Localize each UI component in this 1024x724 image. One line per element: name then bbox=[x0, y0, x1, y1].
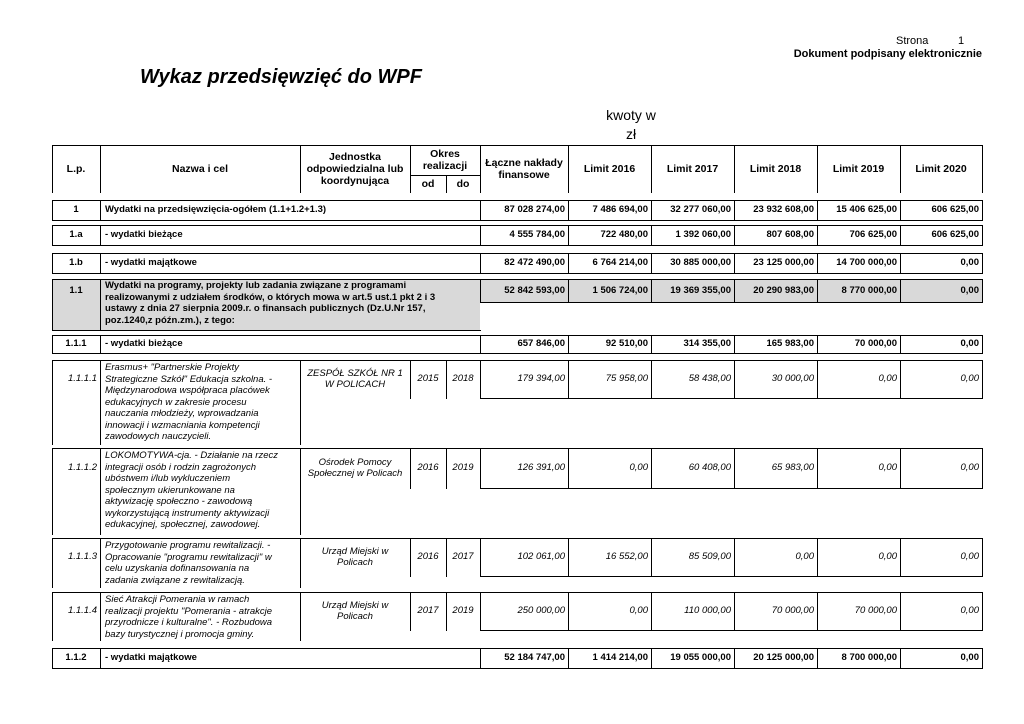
row-total: 52 842 593,00 bbox=[504, 284, 565, 296]
row-limit: 0,00 bbox=[878, 462, 897, 474]
row-name-line: realizowanymi z udziałem środków, o których mowa w art.5 ust.1 pkt 2 i 3 bbox=[105, 291, 436, 303]
row-limit: 6 764 214,00 bbox=[592, 257, 648, 269]
header-unit bbox=[300, 145, 410, 192]
row-name-line: nauczania młodzieży, wprowadzania bbox=[105, 408, 259, 419]
row-lp: 1.1.2 bbox=[65, 652, 87, 664]
grid-line-h bbox=[480, 273, 983, 274]
row-limit: 606 625,00 bbox=[931, 204, 979, 216]
row-total: 179 394,00 bbox=[517, 373, 565, 385]
row-limit: 0,00 bbox=[629, 605, 648, 617]
row-limit: 8 700 000,00 bbox=[841, 652, 897, 664]
row-unit bbox=[300, 448, 410, 488]
row-unit-line: ZESPÓŁ SZKÓŁ NR 1 bbox=[307, 367, 403, 379]
grid-line-h bbox=[480, 398, 983, 399]
grid-line-v bbox=[982, 648, 983, 669]
row-limit: 8 770 000,00 bbox=[841, 284, 897, 296]
row-limit: 314 355,00 bbox=[683, 338, 731, 350]
header-unit-line: odpowiedzialna lub bbox=[306, 162, 404, 175]
grid-line-h bbox=[480, 302, 983, 303]
row-name-line: Wydatki na programy, projekty lub zadania związane z programami bbox=[105, 280, 407, 291]
row-name-line: bazy turystycznej i promocja gminy. bbox=[105, 628, 255, 640]
row-name-line: innowacji i wzmacniania kompetencji bbox=[105, 419, 260, 431]
row-name bbox=[100, 448, 300, 534]
row-limit: 1 506 724,00 bbox=[592, 284, 648, 296]
header-limit: Limit 2018 bbox=[749, 162, 802, 175]
row-limit: 0,00 bbox=[960, 551, 979, 563]
row-limit: 0,00 bbox=[960, 605, 979, 617]
row-unit-line: Społecznej w Policach bbox=[307, 468, 403, 479]
row-unit-line: Ośrodek Pomocy bbox=[318, 456, 392, 468]
row-limit: 19 055 000,00 bbox=[670, 652, 731, 664]
row-name-line: przyrodnicze i kulturalne". - Rozbudowa bbox=[105, 617, 273, 628]
grid-line-h bbox=[52, 330, 481, 331]
grid-line-v bbox=[982, 538, 983, 577]
row-from: 2015 bbox=[417, 373, 439, 385]
row-limit: 60 408,00 bbox=[688, 462, 731, 474]
row-name: - wydatki bieżące bbox=[105, 338, 183, 350]
grid-line-h bbox=[480, 630, 983, 631]
row-lp: 1 bbox=[73, 204, 79, 216]
row-total: 52 184 747,00 bbox=[504, 652, 565, 664]
grid-line-v bbox=[982, 225, 983, 246]
row-limit: 0,00 bbox=[960, 284, 979, 296]
grid-line-h bbox=[480, 488, 983, 489]
row-limit: 1 414 214,00 bbox=[592, 652, 648, 664]
header-to: do bbox=[456, 177, 470, 190]
row-unit-line: Policach bbox=[337, 557, 373, 568]
row-name-line: Sieć Atrakcji Pomerania w ramach bbox=[105, 594, 250, 605]
page-number: 1 bbox=[958, 35, 965, 47]
row-to: 2017 bbox=[452, 551, 474, 563]
header-total bbox=[480, 145, 568, 192]
page-title: Wykaz przedsięwzięć do WPF bbox=[140, 66, 422, 88]
row-limit: 16 552,00 bbox=[605, 551, 648, 563]
row-unit-line: Policach bbox=[337, 611, 373, 622]
row-name-line: Opracowanie "programu rewitalizacji" w bbox=[105, 551, 272, 563]
header-from: od bbox=[421, 177, 435, 190]
grid-line-h bbox=[52, 220, 481, 221]
grid-line-v bbox=[982, 448, 983, 489]
row-name-line: Przygotowanie programu rewitalizacji. - bbox=[105, 540, 271, 551]
row-unit-line: W POLICACH bbox=[324, 379, 386, 390]
header-period-line: Okres bbox=[430, 148, 460, 160]
row-lp: 1.1.1.2 bbox=[67, 462, 97, 474]
row-total: 657 846,00 bbox=[517, 338, 565, 350]
grid-line-h bbox=[480, 220, 983, 221]
row-name-line: Strategiczne Szkół" Edukacja szkolna. - bbox=[105, 373, 273, 385]
header-unit-line: koordynująca bbox=[320, 174, 390, 187]
row-name-line: realizacji projektu "Pomerania - atrakcje bbox=[105, 605, 273, 617]
row-limit: 0,00 bbox=[878, 373, 897, 385]
row-total: 4 555 784,00 bbox=[509, 229, 565, 241]
row-lp: 1.1.1.3 bbox=[67, 551, 97, 563]
row-name-line: edukacyjnej, społecznej, zawodowej. bbox=[105, 519, 261, 530]
row-name-line: celu uzyskania dofinansowania na bbox=[105, 563, 250, 574]
row-limit: 23 125 000,00 bbox=[753, 257, 814, 269]
row-limit: 23 932 608,00 bbox=[753, 204, 814, 216]
unit-note-line2: zł bbox=[625, 126, 637, 142]
header-limit: Limit 2016 bbox=[583, 162, 636, 175]
row-limit: 1 392 060,00 bbox=[675, 229, 731, 241]
row-limit: 0,00 bbox=[795, 551, 814, 563]
row-limit: 0,00 bbox=[960, 338, 979, 350]
row-to: 2019 bbox=[452, 605, 474, 617]
row-unit-line: Urząd Miejski w bbox=[321, 599, 389, 611]
row-total: 250 000,00 bbox=[517, 605, 565, 617]
header-lp: L.p. bbox=[66, 162, 86, 175]
row-limit: 0,00 bbox=[960, 373, 979, 385]
row-unit bbox=[300, 538, 410, 576]
row-name-line: społecznym ukierunkowane na bbox=[105, 484, 235, 496]
grid-line-v bbox=[982, 145, 983, 193]
grid-line-v bbox=[982, 360, 983, 399]
grid-line-v bbox=[982, 335, 983, 354]
header-limit: Limit 2017 bbox=[666, 162, 719, 175]
row-limit: 15 406 625,00 bbox=[836, 204, 897, 216]
row-limit: 65 983,00 bbox=[771, 462, 814, 474]
row-limit: 19 369 355,00 bbox=[670, 284, 731, 296]
row-name-line: wykorzystującą instrumenty aktywizacji bbox=[105, 507, 270, 519]
row-name-line: zawodowych nauczycieli. bbox=[105, 431, 212, 442]
row-lp: 1.1.1 bbox=[65, 338, 87, 350]
row-limit: 0,00 bbox=[629, 462, 648, 474]
grid-line-h bbox=[52, 668, 481, 669]
row-name: Wydatki na przedsięwzięcia-ogółem (1.1+1.2+1.3) bbox=[105, 204, 327, 216]
row-limit: 0,00 bbox=[878, 551, 897, 563]
header-limit: Limit 2020 bbox=[915, 162, 967, 175]
row-limit: 30 885 000,00 bbox=[670, 257, 731, 269]
header-name: Nazwa i cel bbox=[171, 162, 229, 175]
row-lp: 1.1.1.4 bbox=[67, 605, 97, 617]
row-limit: 20 290 983,00 bbox=[753, 284, 814, 296]
row-name-line: integracji osób i rodzin zagrożonych bbox=[105, 461, 257, 473]
row-limit: 70 000,00 bbox=[854, 338, 897, 350]
row-unit bbox=[300, 592, 410, 630]
unit-note bbox=[596, 106, 666, 144]
header-period-line: realizacji bbox=[422, 160, 468, 172]
row-total: 82 472 490,00 bbox=[504, 257, 565, 269]
row-name bbox=[100, 538, 300, 587]
row-name-line: zadania związane z rewitalizacją. bbox=[105, 574, 245, 586]
row-limit: 7 486 694,00 bbox=[592, 204, 648, 216]
row-name bbox=[100, 360, 300, 444]
row-name bbox=[100, 592, 300, 640]
unit-note-line1: kwoty w bbox=[606, 107, 656, 123]
row-limit: 30 000,00 bbox=[771, 373, 814, 385]
row-limit: 0,00 bbox=[960, 257, 979, 269]
row-limit: 165 983,00 bbox=[766, 338, 814, 350]
grid-line-h bbox=[52, 353, 481, 354]
grid-line-h bbox=[480, 576, 983, 577]
row-name-line: Erasmus+ "Partnerskie Projekty bbox=[105, 362, 240, 373]
row-limit: 70 000,00 bbox=[771, 605, 814, 617]
row-lp: 1.b bbox=[69, 257, 83, 269]
header-limit: Limit 2019 bbox=[832, 162, 885, 175]
row-lp: 1.1.1.1 bbox=[67, 373, 97, 385]
row-unit bbox=[300, 360, 410, 398]
row-limit: 706 625,00 bbox=[849, 229, 897, 241]
grid-line-v bbox=[982, 279, 983, 303]
header-period bbox=[410, 145, 480, 175]
grid-line-v bbox=[982, 200, 983, 221]
signed-note: Dokument podpisany elektronicznie bbox=[793, 48, 982, 60]
row-limit: 85 509,00 bbox=[688, 551, 731, 563]
row-unit-line: Urząd Miejski w bbox=[321, 545, 389, 557]
row-limit: 70 000,00 bbox=[854, 605, 897, 617]
grid-line-h bbox=[52, 245, 481, 246]
row-limit: 20 125 000,00 bbox=[753, 652, 814, 664]
row-lp: 1.a bbox=[69, 229, 83, 241]
row-limit: 92 510,00 bbox=[605, 338, 648, 350]
row-name: - wydatki majątkowe bbox=[105, 652, 197, 664]
row-lp: 1.1 bbox=[69, 284, 83, 296]
row-name bbox=[100, 279, 480, 330]
row-to: 2018 bbox=[452, 373, 474, 385]
grid-line-h bbox=[480, 353, 983, 354]
row-name: - wydatki bieżące bbox=[105, 229, 183, 241]
row-from: 2016 bbox=[417, 551, 439, 563]
row-name-line: ubóstwem i/lub wykluczeniem bbox=[105, 473, 231, 484]
row-to: 2019 bbox=[452, 462, 474, 474]
header-total-line: Łączne nakłady bbox=[485, 156, 563, 169]
row-name-line: aktywizację społeczno - zawodową bbox=[105, 496, 253, 507]
row-total: 126 391,00 bbox=[517, 462, 565, 474]
row-limit: 14 700 000,00 bbox=[836, 257, 897, 269]
row-limit: 0,00 bbox=[960, 652, 979, 664]
row-limit: 58 438,00 bbox=[688, 373, 731, 385]
row-name-line: ustawy z dnia 27 sierpnia 2009.r. o finansach publicznych (Dz.U.Nr 157, bbox=[105, 303, 426, 314]
row-name: - wydatki majątkowe bbox=[105, 257, 197, 269]
row-limit: 606 625,00 bbox=[931, 229, 979, 241]
row-total: 87 028 274,00 bbox=[504, 204, 565, 216]
row-limit: 110 000,00 bbox=[684, 605, 731, 617]
row-name-line: Międzynarodowa współpraca placówek bbox=[105, 385, 270, 396]
header-total-line: finansowe bbox=[498, 168, 550, 181]
grid-line-h bbox=[52, 273, 481, 274]
page-label: Strona bbox=[896, 35, 929, 47]
grid-line-h bbox=[480, 245, 983, 246]
grid-line-h bbox=[480, 668, 983, 669]
row-limit: 0,00 bbox=[960, 462, 979, 474]
grid-line-v bbox=[982, 253, 983, 274]
grid-line-v bbox=[982, 592, 983, 631]
header-unit-line: Jednostka bbox=[329, 150, 381, 163]
row-name-line: LOKOMOTYWA-cja. - Działanie na rzecz bbox=[105, 450, 278, 461]
row-limit: 807 608,00 bbox=[766, 229, 814, 241]
row-from: 2017 bbox=[417, 605, 439, 617]
row-limit: 722 480,00 bbox=[600, 229, 648, 241]
row-name-line: poz.1240,z późn.zm.), z tego: bbox=[105, 314, 235, 326]
row-total: 102 061,00 bbox=[517, 551, 565, 563]
row-limit: 32 277 060,00 bbox=[670, 204, 731, 216]
row-limit: 75 958,00 bbox=[605, 373, 648, 385]
row-from: 2016 bbox=[417, 462, 439, 474]
row-name-line: edukacyjnych w zakresie procesu bbox=[105, 396, 247, 408]
